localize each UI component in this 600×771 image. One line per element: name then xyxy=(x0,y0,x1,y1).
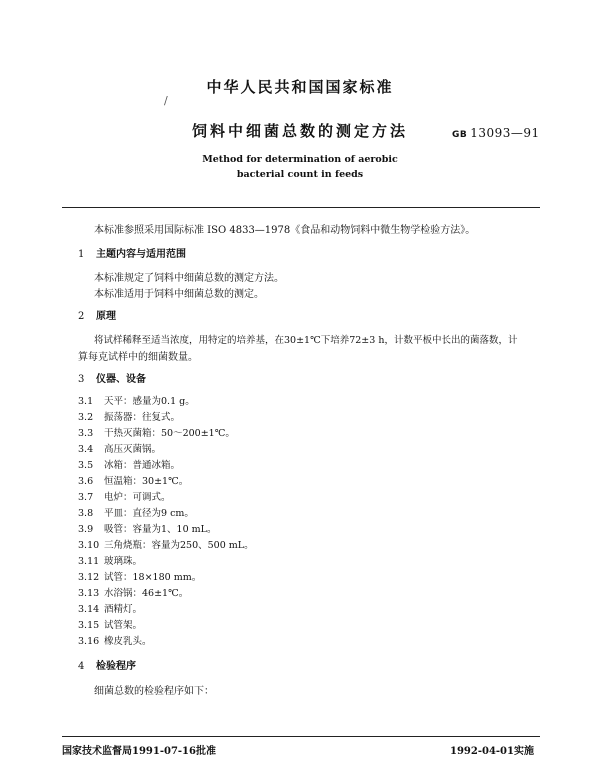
section-1-paragraph-2: 本标准适用于饲料中细菌总数的测定。 xyxy=(94,289,264,300)
list-item xyxy=(78,617,142,631)
list-item xyxy=(78,473,188,487)
item-number: 3.2 xyxy=(78,412,94,423)
section-4-heading xyxy=(78,657,136,672)
item-text: 吸管：容量为1、10 mL。 xyxy=(104,524,217,535)
item-text: 平皿：直径为9 cm。 xyxy=(104,508,194,519)
national-standard-heading: 中华人民共和国国家标准 xyxy=(206,78,394,96)
implementation-line: 1992-04-01实施 xyxy=(450,746,534,757)
item-text: 试管架。 xyxy=(104,620,143,631)
item-text: 高压灭菌锅。 xyxy=(104,444,162,455)
list-item xyxy=(78,409,180,423)
item-text: 试管：18×180 mm。 xyxy=(104,572,202,583)
list-item xyxy=(78,601,142,615)
item-number: 3.12 xyxy=(78,572,100,583)
item-text: 冰箱：普通冰箱。 xyxy=(104,460,181,471)
section-title: 主题内容与适用范围 xyxy=(96,249,186,260)
section-1-paragraph-1: 本标准规定了饲料中细菌总数的测定方法。 xyxy=(94,273,284,284)
item-text: 电炉：可调式。 xyxy=(104,492,171,503)
item-number: 3.7 xyxy=(78,492,94,503)
item-number: 3.6 xyxy=(78,476,94,487)
list-item xyxy=(78,585,188,599)
header-divider xyxy=(62,207,540,208)
item-number: 3.15 xyxy=(78,620,100,631)
footer-divider xyxy=(62,736,540,737)
list-item xyxy=(78,505,194,519)
item-number: 3.8 xyxy=(78,508,94,519)
item-number: 3.11 xyxy=(78,556,100,567)
section-title: 原理 xyxy=(96,311,116,322)
section-number: 1 xyxy=(78,249,85,260)
list-item xyxy=(78,521,216,535)
item-text: 恒温箱：30±1℃。 xyxy=(104,476,189,487)
item-number: 3.13 xyxy=(78,588,100,599)
item-text: 三角烧瓶：容量为250、500 mL。 xyxy=(104,540,254,551)
item-text: 干热灭菌箱：50～200±1℃。 xyxy=(104,428,235,439)
standard-prefix: GB xyxy=(452,130,468,140)
list-item xyxy=(78,441,161,455)
section-number: 2 xyxy=(78,311,85,322)
item-text: 玻璃珠。 xyxy=(104,556,143,567)
list-item xyxy=(78,457,180,471)
section-4-paragraph: 细菌总数的检验程序如下： xyxy=(94,686,214,697)
section-number: 4 xyxy=(78,661,85,672)
item-number: 3.1 xyxy=(78,396,94,407)
approval-line: 国家技术监督局1991-07-16批准 xyxy=(62,746,216,757)
list-item xyxy=(78,553,142,567)
english-title-line-1: Method for determination of aerobic xyxy=(202,154,398,165)
list-item xyxy=(78,489,171,503)
section-2-heading xyxy=(78,307,116,322)
section-2-paragraph-line-2: 算每克试样中的细菌数量。 xyxy=(78,352,198,363)
item-number: 3.9 xyxy=(78,524,94,535)
section-1-heading xyxy=(78,245,186,260)
item-text: 天平：感量为0.1 g。 xyxy=(104,396,195,407)
item-text: 酒精灯。 xyxy=(104,604,143,615)
section-number: 3 xyxy=(78,374,85,385)
pen-mark: / xyxy=(164,94,168,107)
section-3-heading xyxy=(78,370,146,385)
item-number: 3.4 xyxy=(78,444,94,455)
item-text: 振荡器：往复式。 xyxy=(104,412,181,423)
item-number: 3.14 xyxy=(78,604,100,615)
section-2-paragraph-line-1: 将试样稀释至适当浓度，用特定的培养基，在30±1℃下培养72±3 h，计数平板中长出的菌落数，计 xyxy=(94,335,518,346)
english-title-line-2: bacterial count in feeds xyxy=(236,169,364,180)
standard-number xyxy=(452,126,540,140)
item-text: 水浴锅：46±1℃。 xyxy=(104,588,189,599)
list-item xyxy=(78,393,195,407)
standard-code: 13093—91 xyxy=(470,126,540,140)
item-number: 3.5 xyxy=(78,460,94,471)
list-item xyxy=(78,569,201,583)
item-number: 3.3 xyxy=(78,428,94,439)
item-text: 橡皮乳头。 xyxy=(104,636,152,647)
list-item xyxy=(78,633,152,647)
list-item xyxy=(78,425,235,439)
section-title: 检验程序 xyxy=(96,661,136,672)
item-number: 3.16 xyxy=(78,636,100,647)
item-number: 3.10 xyxy=(78,540,100,551)
intro-paragraph: 本标准参照采用国际标准 ISO 4833—1978《食品和动物饲料中微生物学检验方法》。 xyxy=(94,225,476,236)
section-title: 仪器、设备 xyxy=(96,374,146,385)
list-item xyxy=(78,537,254,551)
document-title: 饲料中细菌总数的测定方法 xyxy=(191,122,408,140)
